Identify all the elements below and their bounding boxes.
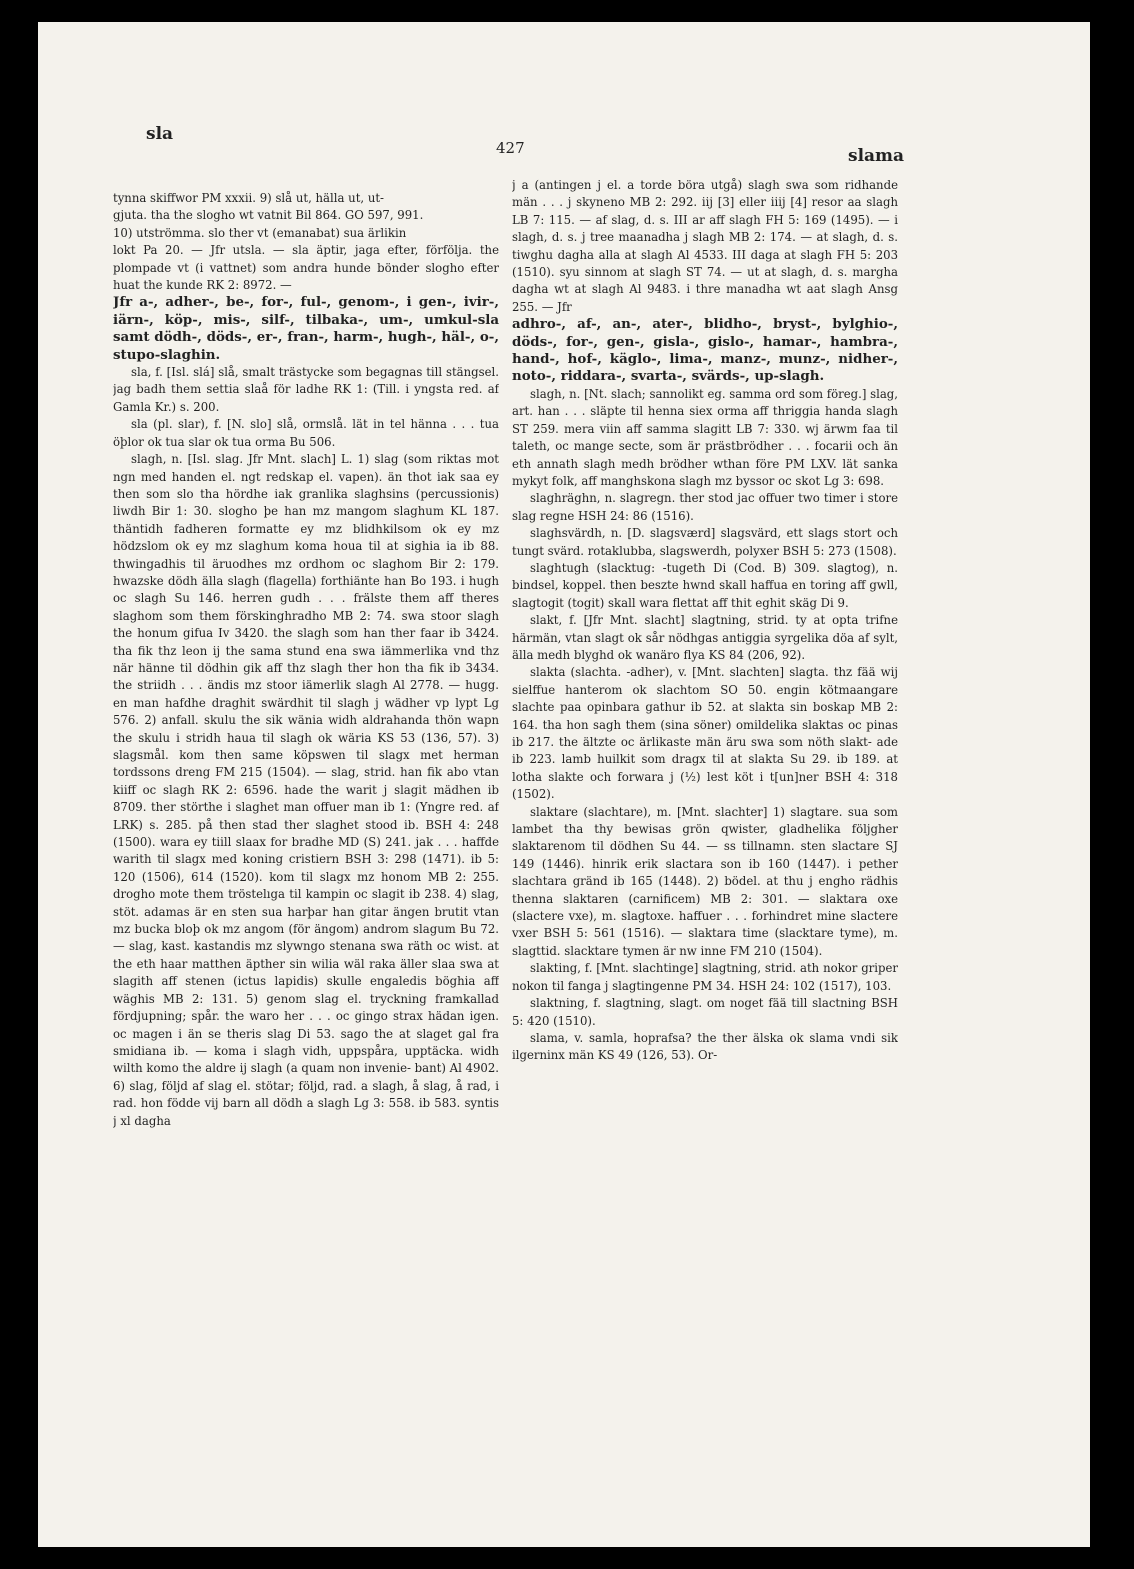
entry-continuation: tynna skiffwor PM xxxii. 9) slå ut, hälla ut, ut- xyxy=(113,191,384,205)
dictionary-entry: slagh, n. [Isl. slag. Jfr Mnt. slach] L. 1) slag (som riktas mot ngn med handen el. ngt redskap el. vapen). än thot iak saa ey then som slo tha hördhe iak granlika slaghsins (percussionis) liwdh Bir 1: 30. slogho þe han mz mangom slaghum KL 187. thäntidh fadheren formatte ey mz blidhkilsom ok ey mz hödzslom ok ey mz slaghum koma houa til at sighia ia ib 88. thwingadhis til äruodhes mz ordhom oc slaghom Bir 2: 179. hwazske dödh älla slagh (flagella) forthiänte han Bo 193. i hugh oc slagh Su 146. herren gudh . . . frälste them aff theres slaghom som them förskinghradho MB 2: 74. swa stoor slagh the honum gifua Iv 3420. the slagh som han ther faar ib 3424. tha fik thz leon ij the sama stund ena swa iämmerlika vnd thz när hänne til dödhin gik aff thz slagh ther hon tha fik ib 3434. the striidh . . . ändis mz stoor iämerlik slagh Al 2778. — hugg. en man hafdhe draghit swärdhit til slagh j wädher vp lypt Lg 576. 2) anfall. skulu the sik wänia widh aldrahanda thön wapn the skulu i stridh haua til slagh ok wäria KS 53 (136, 57). 3) slagsmål. kom then same köpswen til slagx met herman tordssons dreng FM 215 (1504). — slag, strid. han fik abo vtan kiiff oc slagh RK 2: 6596. hade the warit j slagit mädhen ib 8709. ther störthe i slaghet man offuer man ib 1: (Yngre red. af LRK) s. 285. på then stad ther slaghet stood ib. BSH 4: 248 (1500). wara ey tiill slaax for bradhe MD (S) 241. jak . . . haffde warith til slagx med koning cristiern BSH 3: 298 (1471). ib 5: 120 (1506), 614 (1520). kom til slagx mz honom MB 2: 255. drogho mote them tröstelıga til kampin oc slagit ib 238. 4) slag, stöt. adamas är en sten sua harþar han gitar ängen brutit vtan mz bucka bloþ ok mz angom (för ängom) androm slagum Bu 72. — slag, kast. kastandis mz slywngo stenana swa räth oc wist. at the eth haar matthen äpther sin wilia wäl raka äller slaa swa at slagith aff stenen (ictus lapidis) skulle engaledis böghia aff wäghis MB 2: 131. 5) genom slag el. tryckning framkallad fördjupning; spår. the waro her . . . oc gingo strax hädan igen. oc magen i än se theris slag Di 53. sago the at slaget gal fra smidiana ib. — koma i slagh vidh, uppspåra, upptäcka. widh wilth komo the aldre ij slagh (a quam non invenie- bant) Al 4902. 6) slag, följd af slag el. stötar; följd, rad. a slagh, å slag, å rad, i rad. hon födde vij barn all dödh a slagh Lg 3: 558. ib 583. syntis j xl dagha xyxy=(113,452,499,1128)
dictionary-entry: slakt, f. [Jfr Mnt. slacht] slagtning, strid. ty at opta trifne härmän, vtan slagt ok sår nödhgas antiggia syrgelika döa af sylt, älla medh blyghd ok wanäro flya KS 84 (206, 92). xyxy=(512,613,898,662)
dictionary-page xyxy=(38,22,1090,1547)
left-column xyxy=(113,190,499,1420)
dictionary-entry: slaktning, f. slagtning, slagt. om noget fää till slactning BSH 5: 420 (1510). xyxy=(512,996,898,1028)
dictionary-entry: slaktare (slachtare), m. [Mnt. slachter] 1) slagtare. sua som lambet tha thy bewisas grön qwister, gladhelika följgher slaktarenom til dödhen Su 44. — ss tillnamn. sten slactare SJ 149 (1446). hinrik erik slactara son ib 160 (1447). i pether slachtara gränd ib 165 (1448). 2) bödel. at thu j engho rädhis thenna slaktaren (carnificem) MB 2: 301. — slaktara oxe (slactere vxe), m. slagtoxe. haffuer . . . forhindret mine slactere vxer BSH 5: 561 (1516). — slaktara time (slacktare tyme), m. slagttid. slacktare tymen är nw inne FM 210 (1504). xyxy=(512,804,898,958)
cross-reference-list: Jfr a-, adher-, be-, for-, ful-, genom-, i gen-, ivir-, iärn-, köp-, mis-, silf-, tilbaka-, um-, umkul-sla samt dödh-, döds-, er-, fran-, harm-, hugh-, häl-, o-, stupo-slaghin. xyxy=(113,294,499,363)
running-head-left: sla xyxy=(146,124,174,144)
dictionary-entry: slaghtugh (slacktug: -tugeth Di (Cod. B) 309. slagtog), n. bindsel, koppel. then beszte hwnd skall haffua en toring aff gwll, slagtogit (togit) skall wara flettat aff thit eghit skäg Di 9. xyxy=(512,560,898,610)
dictionary-entry: slakting, f. [Mnt. slachtinge] slagtning, strid. ath nokor griper nokon til fanga j slagtingenne PM 34. HSH 24: 102 (1517), 103. xyxy=(512,961,898,993)
page-number: 427 xyxy=(496,139,525,157)
dictionary-entry: slaghräghn, n. slagregn. ther stod jac offuer two timer i store slag regne HSH 24: 86 (1516). xyxy=(512,491,898,523)
entry-continuation: 10) utströmma. slo ther vt (emanabat) sua ärlikin xyxy=(113,225,407,240)
running-head-right: slama xyxy=(848,146,905,166)
dictionary-entry: sla, f. [Isl. slá] slå, smalt trästycke som begagnas till stängsel. jag badh them settia slaå för ladhe RK 1: (Till. i yngsta red. af Gamla Kr.) s. 200. xyxy=(113,365,499,414)
entry-continuation: lokt Pa 20. — Jfr utsla. — sla äptir, jaga efter, förfölja. the plompade vt (i vattnet) som andra hunde bönder slogho efter huat the kunde RK 2: 8972. — xyxy=(113,243,499,293)
dictionary-entry: slagh, n. [Nt. slach; sannolikt eg. samma ord som föreg.] slag, art. han . . . släpte til henna siex orma aff thriggia handa slagh ST 259. mera viin aff samma slagitt LB 7: 330. wj ärwm faa til taleth, oc mange secte, som är prästbrödher . . . focarii och än eth annath slagh medh brödher wthan före PM LXV. lät sanka mykyt folk, aff manghskona slagh mz byssor oc skot Lg 3: 698. xyxy=(512,386,898,488)
cross-reference-list: adhro-, af-, an-, ater-, blidho-, bryst-, bylghio-, döds-, for-, gen-, gisla-, gislo-, hamar-, hambra-, hand-, hof-, käglo-, lima-, manz-, munz-, nidher-, noto-, riddara-, svarta-, svärds-, up-slagh. xyxy=(512,316,898,385)
dictionary-entry: slakta (slachta. -adher), v. [Mnt. slachten] slagta. thz fää wij sielffue hanterom ok slachtom SO 50. engin kötmaangare slachte paa opinbara gathur ib 52. at slakta sin boskap MB 2: 164. tha hon sagh them (sina söner) omildelika slaktas oc pinas ib 217. the ältzte oc ärlikaste män äru swa som nöth slakt- ade ib 223. lamb huilkit som dragx til at slakta Su 29. ib 189. at lotha slakte och forwara j (½) lest köt i t[un]ner BSH 4: 318 (1502). xyxy=(512,665,898,802)
dictionary-entry: sla (pl. slar), f. [N. slo] slå, ormslå. lät in tel hänna . . . tua öþlor ok tua slar ok tua orma Bu 506. xyxy=(113,417,499,449)
entry-continuation: gjuta. tha the slogho wt vatnit Bil 864. GO 597, 991. xyxy=(113,208,424,223)
entry-continuation: j a (antingen j el. a torde böra utgå) slagh swa som ridhande män . . . j skyneno MB 2: 292. iij [3] eller iiij [4] resor aa slagh LB 7: 115. — af slag, d. s. III ar aff slagh FH 5: 169 (1495). — i slagh, d. s. j tree maanadha j slagh MB 2: 174. — at slagh, d. s. tiwghu dagha alla at slagh Al 4533. III daga at slagh FH 5: 203 (1510). syu sinnom at slagh ST 74. — ut at slagh, d. s. margha dagha wt at slagh Al 9483. i thre manadha wt aat slagh Ansg 255. — Jfr xyxy=(512,178,898,314)
dictionary-entry: slama, v. samla, hoprafsa? the ther älska ok slama vndi sik ilgerninx män KS 49 (126, 53). Or- xyxy=(512,1030,898,1063)
right-column xyxy=(512,177,898,1407)
dictionary-entry: slaghsvärdh, n. [D. slagsværd] slagsvärd, ett slags stort och tungt svärd. rotaklubba, slagswerdh, polyxer BSH 5: 273 (1508). xyxy=(512,526,898,558)
